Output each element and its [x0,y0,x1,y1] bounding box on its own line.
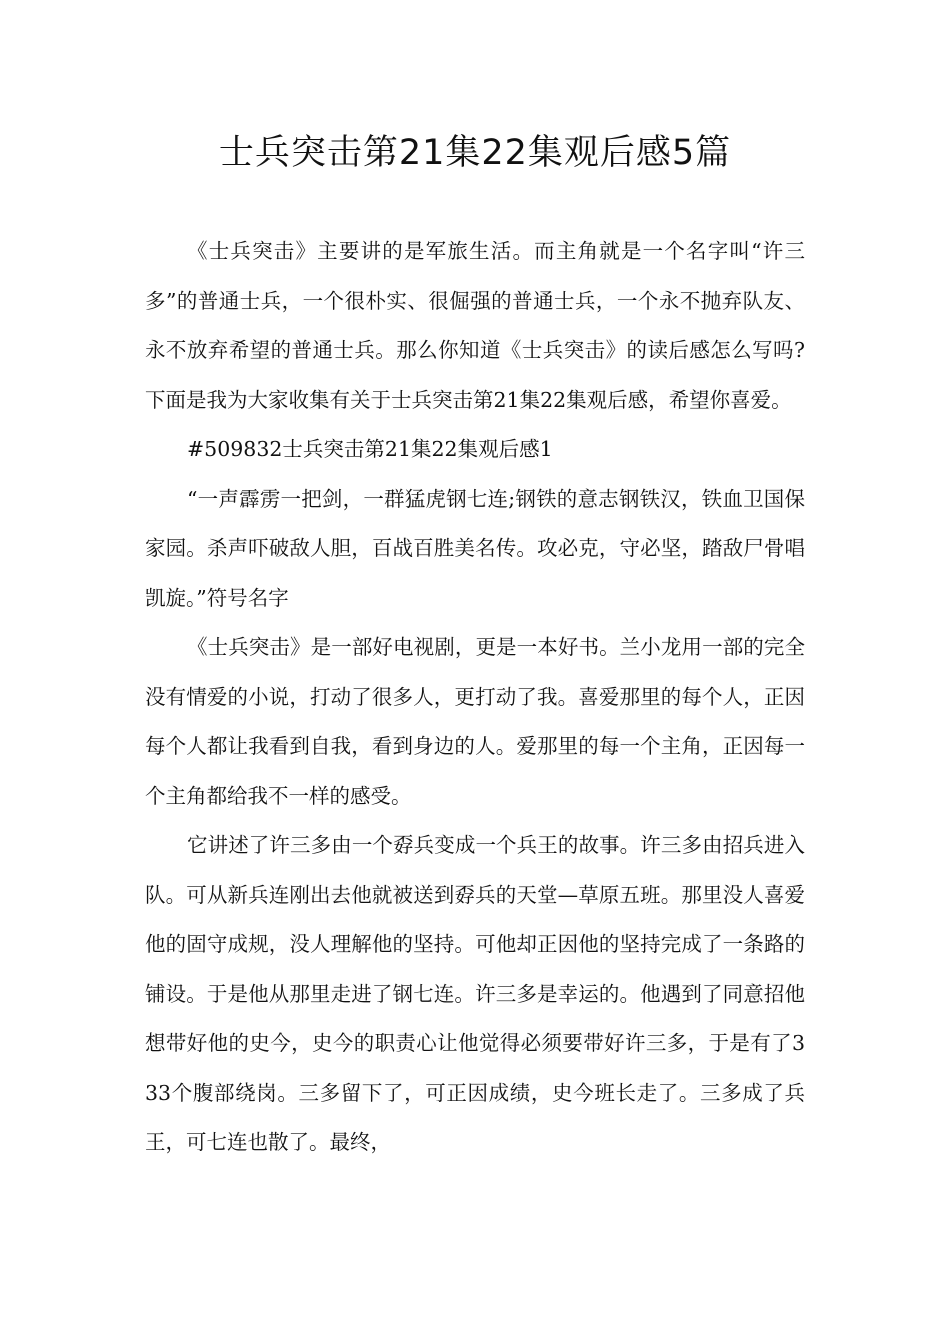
paragraph-heading-1: #509832士兵突击第21集22集观后感1 [187,437,553,461]
paragraph-intro: 《士兵突击》主要讲的是军旅生活。而主角就是一个名字叫“许三多”的普通士兵，一个很朴实、很倔强的普通士兵，一个永不抛弃队友、永不放弃希望的普通士兵。那么你知道《士兵突击》的读后感怎么写吗?下面是我为大家收集有关于士兵突击第21集22集观后感，希望你喜爱。 [145,239,805,412]
paragraph-book: 《士兵突击》是一部好电视剧，更是一本好书。兰小龙用一部的完全没有情爱的小说，打动了很多人，更打动了我。喜爱那里的每个人，正因每个人都让我看到自我，看到身边的人。爱那里的每一个主角，正因每一个主角都给我不一样的感受。 [145,635,805,808]
document-title: 士兵突击第21集22集观后感5篇 [218,133,732,173]
paragraph-quote: “一声霹雳一把剑，一群猛虎钢七连;钢铁的意志钢铁汉，铁血卫国保家园。杀声吓破敌人胆，百战百胜美名传。攻必克，守必坚，踏敌尸骨唱凯旋。”符号名字 [145,486,805,610]
paragraph-story: 它讲述了许三多由一个孬兵变成一个兵王的故事。许三多由招兵进入队。可从新兵连刚出去他就被送到孬兵的天堂—草原五班。那里没人喜爱他的固守成规，没人理解他的坚持。可他却正因他的坚持完成了一条路的铺设。于是他从那里走进了钢七连。许三多是幸运的。他遇到了同意招他想带好他的史今，史今的职责心让他觉得必须要带好许三多，于是有了333个腹部绕岗。三多留下了，可正因成绩，史今班长走了。三多成了兵王，可七连也散了。最终， [145,833,805,1154]
document-body [145,227,805,1168]
